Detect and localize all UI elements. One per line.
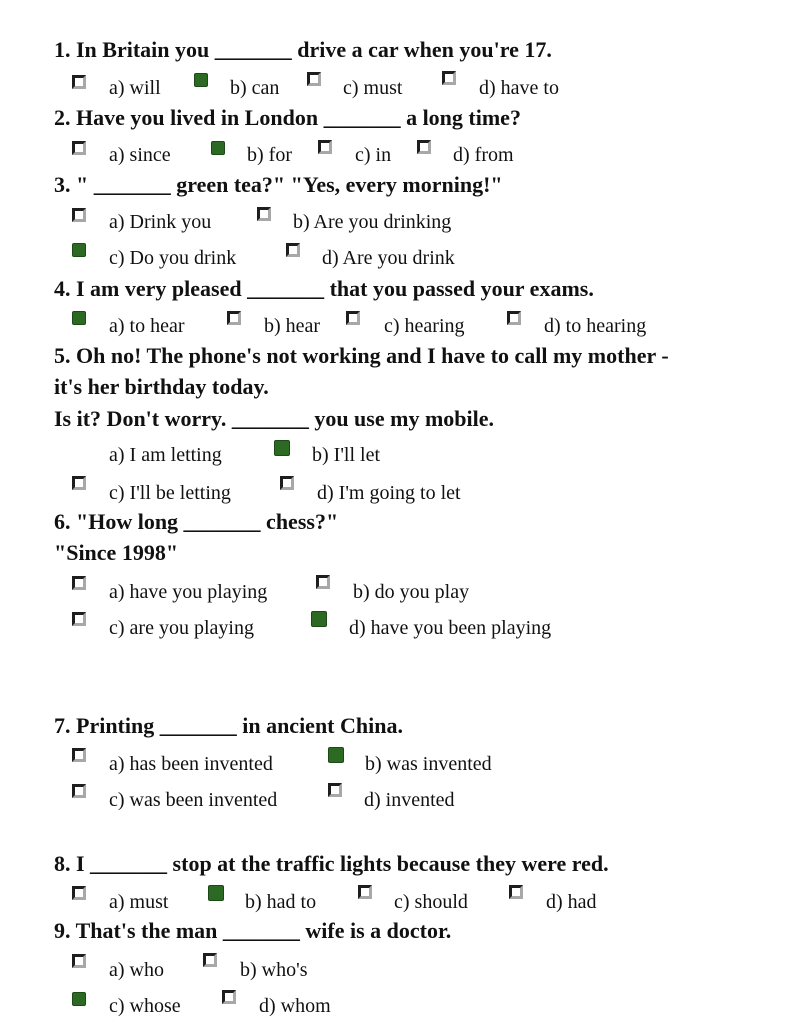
question-5-text-line-2: it's her birthday today. [54,374,269,399]
checkbox-icon[interactable] [358,885,372,899]
option-label: d) have you been playing [349,617,552,639]
question-2-text: 2. Have you lived in London _______ a long time? [54,105,521,130]
question-1-text: 1. In Britain you _______ drive a car when you're 17. [54,37,552,62]
checkbox-checked-icon[interactable] [72,992,86,1006]
question-7-options-row-2 [0,786,802,810]
checkbox-icon[interactable] [318,140,332,154]
question-5-options-row-1 [0,443,802,467]
checkbox-icon[interactable] [72,886,86,900]
checkbox-icon[interactable] [72,141,86,155]
option-label: d) had [546,891,597,913]
checkbox-icon[interactable] [203,953,217,967]
option-label: a) who [109,959,164,981]
checkbox-checked-icon[interactable] [194,73,208,87]
checkbox-icon[interactable] [257,207,271,221]
option-label: d) I'm going to let [317,482,461,504]
checkbox-icon[interactable] [328,783,342,797]
question-3-text: 3. " _______ green tea?" "Yes, every morning!" [54,172,503,197]
checkbox-icon[interactable] [72,612,86,626]
option-label: b) I'll let [312,444,381,466]
checkbox-icon[interactable] [280,476,294,490]
question-5-options-row-2 [0,479,802,503]
checkbox-icon[interactable] [417,140,431,154]
question-6-options-row-2 [0,614,802,638]
checkbox-checked-icon[interactable] [211,141,225,155]
option-label: c) Do you drink [109,247,237,269]
checkbox-icon[interactable] [442,71,456,85]
checkbox-icon[interactable] [72,208,86,222]
checkbox-icon[interactable] [72,784,86,798]
checkbox-checked-icon[interactable] [208,885,224,901]
question-3-options-row-2 [0,244,802,268]
question-6-options-row-1 [0,578,802,602]
option-label: b) was invented [365,753,492,775]
option-label: c) I'll be letting [109,482,231,504]
option-label: c) whose [109,995,181,1017]
option-label: a) will [109,77,161,99]
checkbox-checked-icon[interactable] [274,440,290,456]
checkbox-icon[interactable] [346,311,360,325]
option-label: c) was been invented [109,789,278,811]
option-label: c) should [394,891,468,913]
option-label: a) must [109,891,169,913]
question-7-options-row-1 [0,750,802,774]
option-label: b) do you play [353,581,470,603]
option-label: d) have to [479,77,559,99]
question-5-text-line-1: 5. Oh no! The phone's not working and I have to call my mother - [54,343,669,368]
checkbox-icon[interactable] [72,748,86,762]
question-9-options-row-2 [0,992,802,1016]
option-label: c) in [355,144,392,166]
option-label: a) since [109,144,171,166]
checkbox-icon[interactable] [227,311,241,325]
option-label: d) invented [364,789,455,811]
checkbox-icon[interactable] [72,75,86,89]
question-8-options [0,888,802,912]
option-label: b) Are you drinking [293,211,452,233]
option-label: b) had to [245,891,317,913]
question-6-text-line-2: "Since 1998" [54,540,179,565]
checkbox-icon[interactable] [72,954,86,968]
question-7-text: 7. Printing _______ in ancient China. [54,713,403,738]
option-label: d) Are you drink [322,247,455,269]
option-label: b) who's [240,959,308,981]
question-2-options [0,141,802,165]
question-1-options [0,74,802,98]
question-8-text: 8. I _______ stop at the traffic lights because they were red. [54,851,609,876]
option-label: c) must [343,77,403,99]
checkbox-checked-icon[interactable] [311,611,327,627]
question-3-options-row-1 [0,208,802,232]
checkbox-icon[interactable] [507,311,521,325]
question-9-text: 9. That's the man _______ wife is a doctor. [54,918,452,943]
option-label: b) for [247,144,292,166]
question-4-text: 4. I am very pleased _______ that you passed your exams. [54,276,594,301]
option-label: d) whom [259,995,331,1017]
option-label: d) to hearing [544,315,647,337]
option-label: b) can [230,77,280,99]
question-5-text-line-3: Is it? Don't worry. _______ you use my mobile. [54,406,494,431]
checkbox-icon[interactable] [286,243,300,257]
option-label: a) I am letting [109,444,222,466]
option-label: a) has been invented [109,753,273,775]
checkbox-checked-icon[interactable] [328,747,344,763]
question-4-options [0,312,802,336]
checkbox-icon[interactable] [307,72,321,86]
option-label: b) hear [264,315,321,337]
question-9-options-row-1 [0,956,802,980]
option-label: a) Drink you [109,211,212,233]
option-label: c) hearing [384,315,465,337]
option-label: d) from [453,144,514,166]
checkbox-icon[interactable] [509,885,523,899]
checkbox-checked-icon[interactable] [72,311,86,325]
option-label: c) are you playing [109,617,254,639]
checkbox-checked-icon[interactable] [72,243,86,257]
option-label: a) to hear [109,315,185,337]
question-6-text-line-1: 6. "How long _______ chess?" [54,509,339,534]
option-label: a) have you playing [109,581,268,603]
checkbox-icon[interactable] [316,575,330,589]
checkbox-icon[interactable] [72,576,86,590]
checkbox-icon[interactable] [222,990,236,1004]
checkbox-icon[interactable] [72,476,86,490]
